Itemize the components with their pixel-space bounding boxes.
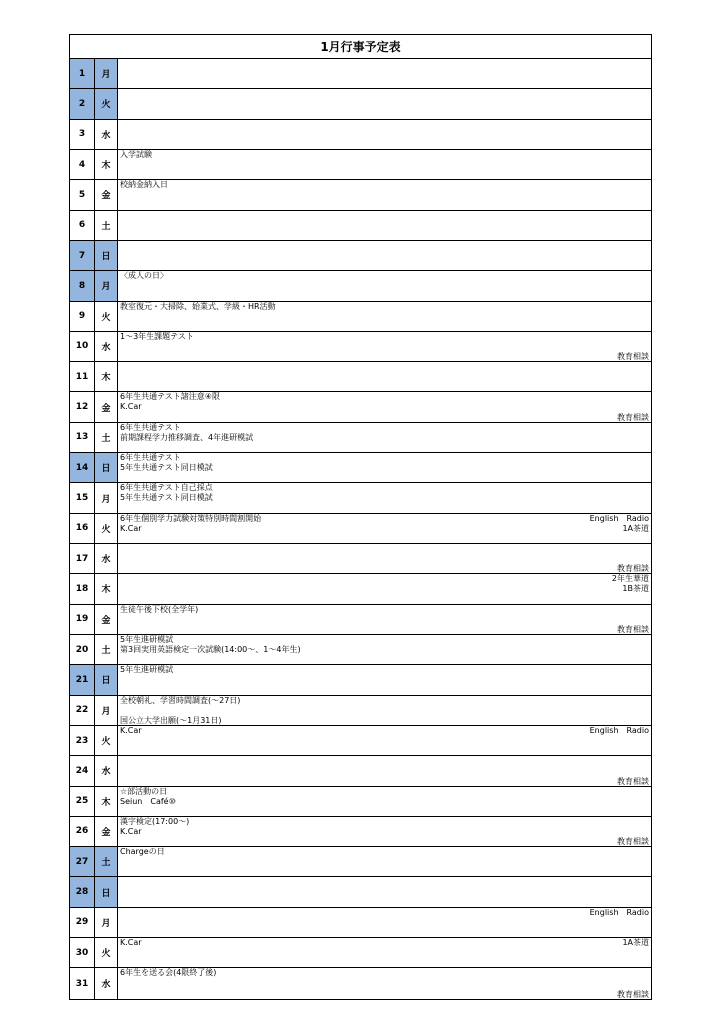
schedule-row [70, 847, 651, 877]
event-text: 5年生共通テスト同日模試 [120, 493, 213, 503]
event-cell [118, 302, 651, 331]
activity-list [622, 938, 649, 948]
event-cell [118, 696, 651, 725]
day-number: 21 [70, 665, 95, 694]
event-text: Chargeの日 [120, 847, 165, 857]
weekday: 火 [95, 89, 118, 118]
weekday: 火 [95, 514, 118, 543]
event-text: 国公立大学出願(～1月31日) [120, 715, 222, 725]
weekday: 水 [95, 968, 118, 998]
schedule-row [70, 483, 651, 513]
weekday: 月 [95, 696, 118, 725]
schedule-row [70, 211, 651, 241]
event-list [120, 696, 556, 725]
event-cell [118, 453, 651, 482]
event-cell [118, 635, 651, 664]
day-number: 8 [70, 271, 95, 300]
event-cell [118, 605, 651, 634]
event-text: 5年生共通テスト同日模試 [120, 463, 213, 473]
activity-text: English Radio [589, 907, 649, 917]
weekday: 火 [95, 938, 118, 967]
day-number: 17 [70, 544, 95, 573]
counseling-note: 教育相談 [617, 564, 649, 574]
schedule-sheet [69, 34, 652, 1000]
day-number: 28 [70, 877, 95, 906]
activity-text: 2年生華道 [611, 574, 649, 584]
weekday: 金 [95, 605, 118, 634]
weekday: 日 [95, 241, 118, 270]
event-list [120, 392, 556, 412]
event-text: 5年生進研模試 [120, 665, 174, 675]
weekday: 水 [95, 332, 118, 361]
schedule-row [70, 89, 651, 119]
weekday: 木 [95, 150, 118, 179]
day-number: 15 [70, 483, 95, 512]
event-cell [118, 59, 651, 88]
counseling-note: 教育相談 [617, 412, 649, 422]
event-cell [118, 847, 651, 876]
event-list [120, 847, 556, 857]
schedule-row [70, 968, 651, 998]
event-cell [118, 756, 651, 785]
event-list [120, 817, 556, 837]
day-number: 16 [70, 514, 95, 543]
activity-text: English Radio [589, 513, 649, 523]
event-cell [118, 908, 651, 937]
event-cell [118, 726, 651, 755]
event-list [120, 665, 556, 675]
event-text: 6年生共通テスト自己採点 [120, 483, 213, 493]
event-cell [118, 120, 651, 149]
schedule-row [70, 150, 651, 180]
day-number: 4 [70, 150, 95, 179]
event-text: 入学試験 [120, 149, 152, 159]
weekday: 火 [95, 302, 118, 331]
event-cell [118, 392, 651, 421]
event-list [120, 787, 556, 807]
event-cell [118, 180, 651, 209]
schedule-row [70, 726, 651, 756]
weekday: 土 [95, 423, 118, 452]
weekday: 土 [95, 211, 118, 240]
event-list [120, 150, 556, 160]
schedule-row [70, 787, 651, 817]
weekday: 月 [95, 59, 118, 88]
event-cell [118, 211, 651, 240]
weekday: 木 [95, 574, 118, 603]
activity-list [590, 514, 649, 534]
day-number: 3 [70, 120, 95, 149]
day-number: 5 [70, 180, 95, 209]
day-number: 20 [70, 635, 95, 664]
event-text: 1～3年生課題テスト [120, 331, 194, 341]
counseling-note: 教育相談 [617, 989, 649, 999]
day-number: 24 [70, 756, 95, 785]
event-cell [118, 89, 651, 118]
event-cell [118, 665, 651, 694]
schedule-row [70, 635, 651, 665]
event-text: 漢字検定(17:00～) [120, 816, 190, 826]
day-number: 30 [70, 938, 95, 967]
schedule-row [70, 756, 651, 786]
event-list [120, 453, 556, 473]
counseling-note: 教育相談 [617, 837, 649, 847]
day-number: 9 [70, 302, 95, 331]
event-cell [118, 938, 651, 967]
schedule-row [70, 908, 651, 938]
weekday: 木 [95, 787, 118, 816]
day-number: 25 [70, 787, 95, 816]
event-text: K.Car [120, 938, 142, 948]
weekday: 日 [95, 665, 118, 694]
day-number: 11 [70, 362, 95, 391]
event-text: 5年生進研模試 [120, 634, 174, 644]
day-number: 26 [70, 817, 95, 846]
weekday: 土 [95, 635, 118, 664]
event-list [120, 968, 556, 978]
schedule-rows [70, 59, 651, 999]
event-cell [118, 787, 651, 816]
day-number: 12 [70, 392, 95, 421]
event-text: 6年生を送る会(4限終了後) [120, 968, 217, 978]
activity-list [590, 726, 649, 736]
schedule-row [70, 514, 651, 544]
event-cell [118, 483, 651, 512]
event-list [120, 302, 556, 312]
weekday: 土 [95, 847, 118, 876]
weekday: 月 [95, 271, 118, 300]
activity-list [590, 908, 649, 918]
event-text: K.Car [120, 523, 142, 533]
event-list [120, 332, 556, 342]
event-list [120, 271, 556, 281]
day-number: 10 [70, 332, 95, 361]
counseling-note: 教育相談 [617, 776, 649, 786]
schedule-row [70, 332, 651, 362]
event-cell [118, 817, 651, 846]
schedule-row [70, 605, 651, 635]
event-cell [118, 271, 651, 300]
event-text: 全校朝礼、学習時間調査(～27日) [120, 695, 241, 705]
event-text: 6年生共通テスト諸注意④限 [120, 392, 220, 402]
day-number: 6 [70, 211, 95, 240]
schedule-row [70, 574, 651, 604]
event-text: K.Car [120, 402, 142, 412]
schedule-row [70, 241, 651, 271]
event-list [120, 726, 556, 736]
weekday: 水 [95, 544, 118, 573]
day-number: 19 [70, 605, 95, 634]
day-number: 27 [70, 847, 95, 876]
event-text: Seiun Café⑩ [120, 796, 176, 806]
day-number: 7 [70, 241, 95, 270]
schedule-row [70, 271, 651, 301]
day-number: 2 [70, 89, 95, 118]
activity-list [612, 574, 649, 594]
weekday: 月 [95, 483, 118, 512]
event-cell [118, 241, 651, 270]
event-list [120, 938, 556, 948]
schedule-row [70, 392, 651, 422]
event-cell [118, 877, 651, 906]
activity-text: English Radio [589, 725, 649, 735]
event-list [120, 423, 556, 443]
event-text: 校納金納入日 [120, 180, 168, 190]
schedule-row [70, 453, 651, 483]
event-cell [118, 544, 651, 573]
schedule-row [70, 938, 651, 968]
day-number: 14 [70, 453, 95, 482]
day-number: 31 [70, 968, 95, 998]
day-number: 29 [70, 908, 95, 937]
counseling-note: 教育相談 [617, 352, 649, 362]
event-text [120, 706, 556, 716]
event-text: 前期課程学力推移調査、4年進研模試 [120, 432, 254, 442]
event-text: 生徒午後下校(全学年) [120, 604, 199, 614]
page-title: 1月行事予定表 [70, 35, 651, 59]
event-text: 教室復元・大掃除、始業式、学級・HR活動 [120, 301, 276, 311]
event-list [120, 483, 556, 503]
event-text: K.Car [120, 725, 142, 735]
schedule-row [70, 544, 651, 574]
event-cell [118, 514, 651, 543]
weekday: 金 [95, 392, 118, 421]
schedule-row [70, 302, 651, 332]
event-cell [118, 574, 651, 603]
schedule-row [70, 817, 651, 847]
event-cell [118, 150, 651, 179]
weekday: 金 [95, 817, 118, 846]
schedule-row [70, 665, 651, 695]
event-text: 6年生個別学力試験対策特別時間割開始 [120, 513, 262, 523]
event-list [120, 514, 556, 534]
event-cell [118, 968, 651, 998]
activity-text: 1A茶道 [622, 523, 649, 533]
day-number: 1 [70, 59, 95, 88]
schedule-row [70, 696, 651, 726]
weekday: 日 [95, 877, 118, 906]
event-text: 〈成人の日〉 [120, 271, 168, 281]
weekday: 日 [95, 453, 118, 482]
weekday: 水 [95, 756, 118, 785]
event-list [120, 605, 556, 615]
event-text: 6年生共通テスト [120, 422, 181, 432]
day-number: 13 [70, 423, 95, 452]
schedule-row [70, 59, 651, 89]
schedule-row [70, 362, 651, 392]
weekday: 月 [95, 908, 118, 937]
event-cell [118, 423, 651, 452]
event-list [120, 635, 556, 655]
weekday: 火 [95, 726, 118, 755]
counseling-note: 教育相談 [617, 624, 649, 634]
schedule-row [70, 180, 651, 210]
day-number: 22 [70, 696, 95, 725]
schedule-row [70, 120, 651, 150]
activity-text: 1B茶道 [622, 584, 649, 594]
schedule-row [70, 877, 651, 907]
event-cell [118, 332, 651, 361]
event-text: ☆部活動の日 [120, 786, 168, 796]
event-cell [118, 362, 651, 391]
event-text: 第3回実用英語検定一次試験(14:00～、1～4年生) [120, 644, 301, 654]
event-list [120, 180, 556, 190]
weekday: 金 [95, 180, 118, 209]
weekday: 水 [95, 120, 118, 149]
day-number: 23 [70, 726, 95, 755]
weekday: 木 [95, 362, 118, 391]
event-text: K.Car [120, 826, 142, 836]
activity-text: 1A茶道 [622, 938, 649, 948]
event-text: 6年生共通テスト [120, 453, 181, 463]
schedule-row [70, 423, 651, 453]
day-number: 18 [70, 574, 95, 603]
